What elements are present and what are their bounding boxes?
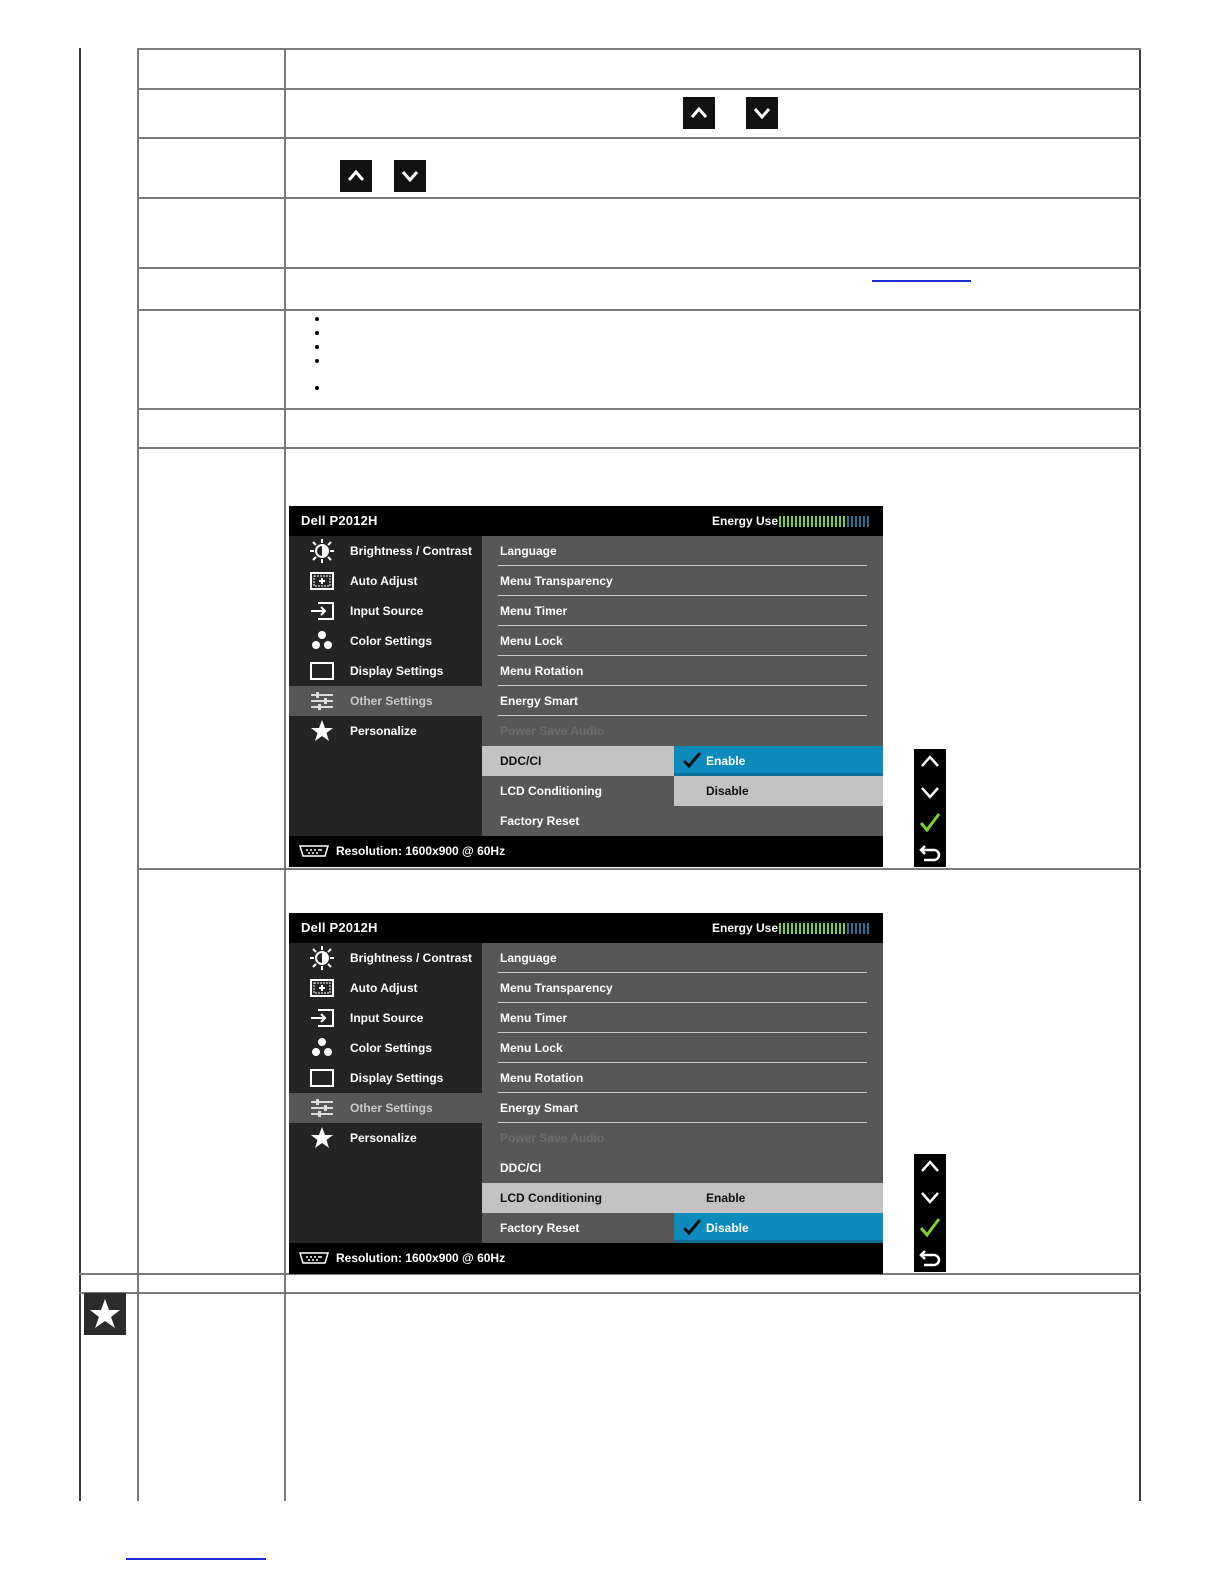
osd-screenshot-lcd-conditioning <box>289 913 883 1274</box>
osd-submenu-item-label: Menu Lock <box>500 634 563 648</box>
osd-option-label: Disable <box>706 1221 749 1235</box>
energy-meter-bar <box>779 516 781 527</box>
osd-submenu-item[interactable] <box>482 1063 883 1093</box>
auto-adjust-icon <box>309 976 335 1000</box>
check-icon <box>919 811 941 833</box>
osd-menu-item[interactable] <box>289 536 482 566</box>
osd-menu-item-label: Personalize <box>350 724 417 738</box>
osd-menu-item[interactable] <box>289 656 482 686</box>
energy-meter-bar <box>783 516 785 527</box>
osd-submenu-item[interactable] <box>482 1033 883 1063</box>
osd-side-button[interactable] <box>914 1182 946 1212</box>
energy-meter-bar <box>803 923 805 934</box>
energy-meter-bar <box>863 516 865 527</box>
energy-meter-bar <box>791 923 793 934</box>
energy-meter-bar <box>843 923 845 934</box>
other-settings-icon <box>309 689 335 713</box>
osd-menu-item-label: Display Settings <box>350 1071 444 1085</box>
energy-meter-bar <box>791 516 793 527</box>
energy-meter-bar <box>859 923 861 934</box>
energy-meter-bar <box>839 516 841 527</box>
osd-submenu-item[interactable] <box>482 536 883 566</box>
energy-meter-bar <box>787 516 789 527</box>
osd-submenu-item[interactable] <box>482 1093 883 1123</box>
list-bullet <box>315 386 319 390</box>
energy-meter-bar <box>795 516 797 527</box>
osd-submenu-item[interactable] <box>482 973 883 1003</box>
col-border-2 <box>284 48 286 1501</box>
osd-side-button[interactable] <box>914 837 946 867</box>
osd-submenu-item-label: DDC/CI <box>500 754 542 768</box>
hyperlink[interactable] <box>872 280 971 282</box>
row-border <box>137 868 1141 870</box>
energy-meter-bar <box>843 516 845 527</box>
osd-status-bar <box>289 836 883 867</box>
display-settings-icon <box>309 1066 335 1090</box>
osd-menu-item[interactable] <box>289 596 482 626</box>
row-border <box>137 48 1141 50</box>
osd-screenshot-ddcci <box>289 506 883 867</box>
energy-meter-bar <box>787 923 789 934</box>
energy-meter-bar <box>855 923 857 934</box>
bottom-hyperlink[interactable] <box>126 1558 266 1560</box>
osd-title-bar <box>289 913 883 943</box>
personalize-star-icon <box>84 1293 126 1335</box>
energy-meter-bar <box>851 923 853 934</box>
osd-menu-item-label: Color Settings <box>350 634 433 648</box>
back-icon <box>919 1246 941 1268</box>
osd-submenu-item[interactable] <box>482 1003 883 1033</box>
outer-left-border <box>79 48 81 1501</box>
osd-submenu-item-label: Power Save Audio <box>500 724 605 738</box>
osd-side-button[interactable] <box>914 1242 946 1272</box>
list-bullet <box>315 317 319 321</box>
row-border <box>137 137 1141 139</box>
osd-menu-item-label: Color Settings <box>350 1041 433 1055</box>
energy-use-label: Energy Use <box>712 514 779 528</box>
osd-submenu-item-label: Language <box>500 544 557 558</box>
osd-option-disable[interactable] <box>674 776 883 806</box>
osd-submenu-item-label: Energy Smart <box>500 694 579 708</box>
energy-meter-bar <box>867 923 869 934</box>
energy-meter-bar <box>831 516 833 527</box>
resolution-text: Resolution: 1600x900 @ 60Hz <box>336 1251 506 1265</box>
osd-menu-item-label: Auto Adjust <box>350 574 418 588</box>
down-arrow-button <box>394 160 426 192</box>
osd-submenu-item-label: LCD Conditioning <box>500 1191 602 1205</box>
osd-submenu-item[interactable] <box>482 1153 883 1183</box>
osd-submenu-item-label: Menu Timer <box>500 604 568 618</box>
osd-menu-item[interactable] <box>289 1093 482 1123</box>
list-bullet <box>315 345 319 349</box>
osd-side-button[interactable] <box>914 747 946 777</box>
osd-menu-item[interactable] <box>289 1063 482 1093</box>
brightness-icon <box>309 539 335 563</box>
osd-button-panel <box>914 749 946 867</box>
osd-main-menu <box>289 943 482 1243</box>
col-border-1 <box>137 48 139 1501</box>
row-border <box>79 1292 1141 1294</box>
osd-menu-item-label: Brightness / Contrast <box>350 951 473 965</box>
osd-side-button[interactable] <box>914 1212 946 1242</box>
osd-menu-item-label: Auto Adjust <box>350 981 418 995</box>
row-border <box>137 408 1141 410</box>
energy-meter-bar <box>819 516 821 527</box>
row-border <box>137 267 1141 269</box>
osd-submenu-item-label: Menu Lock <box>500 1041 563 1055</box>
energy-use-label: Energy Use <box>712 921 779 935</box>
outer-right-border <box>1139 48 1141 1501</box>
osd-option-disable[interactable] <box>674 1213 883 1243</box>
display-settings-icon <box>309 659 335 683</box>
energy-meter-bar <box>847 516 849 527</box>
up-arrow-icon <box>919 1156 941 1178</box>
energy-meter-bar <box>835 923 837 934</box>
up-arrow-icon <box>345 165 367 187</box>
osd-submenu-item[interactable] <box>482 1123 883 1153</box>
osd-menu-item[interactable] <box>289 1003 482 1033</box>
row-border <box>137 88 1141 90</box>
osd-side-button[interactable] <box>914 1152 946 1182</box>
energy-meter-bar <box>779 923 781 934</box>
osd-menu-item-label: Input Source <box>350 604 424 618</box>
osd-menu-item[interactable] <box>289 686 482 716</box>
osd-submenu-item[interactable] <box>482 596 883 626</box>
energy-meter-bar <box>859 516 861 527</box>
energy-meter-bar <box>851 516 853 527</box>
osd-submenu-item-label: Menu Timer <box>500 1011 568 1025</box>
osd-button-panel <box>914 1154 946 1272</box>
energy-meter-bar <box>863 923 865 934</box>
row-border <box>137 447 1141 449</box>
osd-title-bar <box>289 506 883 536</box>
energy-meter-bar <box>799 923 801 934</box>
up-arrow-button <box>683 97 715 129</box>
energy-meter <box>779 923 871 934</box>
row-border <box>137 309 1141 311</box>
vga-connector-icon <box>298 1251 330 1265</box>
energy-meter-bar <box>835 516 837 527</box>
osd-status-bar <box>289 1243 883 1274</box>
row-border <box>137 197 1141 199</box>
personalize-star-icon <box>309 1126 335 1150</box>
up-arrow-button <box>340 160 372 192</box>
energy-meter <box>779 516 871 527</box>
energy-meter-bar <box>807 516 809 527</box>
osd-submenu-item-label: DDC/CI <box>500 1161 542 1175</box>
other-settings-icon <box>309 1096 335 1120</box>
personalize-star-icon <box>309 719 335 743</box>
up-arrow-icon <box>919 751 941 773</box>
down-arrow-button <box>746 97 778 129</box>
osd-submenu-item[interactable] <box>482 686 883 716</box>
osd-submenu-item-label: Energy Smart <box>500 1101 579 1115</box>
osd-menu-item[interactable] <box>289 626 482 656</box>
osd-option-label: Disable <box>706 784 749 798</box>
energy-meter-bar <box>783 923 785 934</box>
color-settings-icon <box>309 629 335 653</box>
energy-meter-bar <box>819 923 821 934</box>
osd-menu-item[interactable] <box>289 716 482 746</box>
osd-side-button[interactable] <box>914 777 946 807</box>
osd-menu-item-label: Display Settings <box>350 664 444 678</box>
energy-meter-bar <box>803 516 805 527</box>
osd-main-menu <box>289 536 482 836</box>
osd-submenu-item-label: Power Save Audio <box>500 1131 605 1145</box>
osd-menu-item-label: Other Settings <box>350 694 433 708</box>
energy-meter-bar <box>827 923 829 934</box>
osd-menu-item[interactable] <box>289 1033 482 1063</box>
energy-meter-bar <box>827 516 829 527</box>
down-arrow-icon <box>919 1186 941 1208</box>
vga-connector-icon <box>298 844 330 858</box>
osd-menu-item-label: Input Source <box>350 1011 424 1025</box>
color-settings-icon <box>309 1036 335 1060</box>
osd-menu-item[interactable] <box>289 943 482 973</box>
osd-submenu-item-label: Menu Rotation <box>500 1071 584 1085</box>
osd-submenu-item-label: Factory Reset <box>500 1221 580 1235</box>
energy-meter-bar <box>823 516 825 527</box>
energy-meter-bar <box>831 923 833 934</box>
down-arrow-icon <box>919 781 941 803</box>
energy-meter-bar <box>815 923 817 934</box>
osd-submenu-item[interactable] <box>482 943 883 973</box>
back-icon <box>919 841 941 863</box>
up-arrow-icon <box>688 102 710 124</box>
check-icon <box>919 1216 941 1238</box>
osd-submenu-item[interactable] <box>482 656 883 686</box>
osd-menu-item-label: Other Settings <box>350 1101 433 1115</box>
osd-submenu-item-label: Menu Rotation <box>500 664 584 678</box>
energy-meter-bar <box>839 923 841 934</box>
osd-model-title: Dell P2012H <box>301 513 378 528</box>
energy-meter-bar <box>799 516 801 527</box>
osd-submenu-item-label: Menu Transparency <box>500 574 613 588</box>
energy-meter-bar <box>815 516 817 527</box>
down-arrow-icon <box>751 102 773 124</box>
energy-meter-bar <box>811 516 813 527</box>
energy-meter-bar <box>867 516 869 527</box>
energy-meter-bar <box>811 923 813 934</box>
osd-model-title: Dell P2012H <box>301 920 378 935</box>
osd-menu-item-label: Brightness / Contrast <box>350 544 473 558</box>
input-source-icon <box>309 599 335 623</box>
osd-option-enable[interactable] <box>674 746 883 776</box>
osd-menu-item[interactable] <box>289 973 482 1003</box>
osd-submenu-item-label: LCD Conditioning <box>500 784 602 798</box>
down-arrow-icon <box>399 165 421 187</box>
osd-submenu-item[interactable] <box>482 566 883 596</box>
list-bullet <box>315 359 319 363</box>
osd-menu-item[interactable] <box>289 1123 482 1153</box>
energy-meter-bar <box>855 516 857 527</box>
list-bullet <box>315 331 319 335</box>
energy-meter-bar <box>795 923 797 934</box>
osd-option-enable[interactable] <box>674 1183 883 1213</box>
osd-submenu-item-label: Factory Reset <box>500 814 580 828</box>
osd-submenu-item-label: Language <box>500 951 557 965</box>
input-source-icon <box>309 1006 335 1030</box>
osd-submenu-item[interactable] <box>482 806 883 836</box>
osd-submenu-item[interactable] <box>482 716 883 746</box>
energy-meter-bar <box>847 923 849 934</box>
osd-option-label: Enable <box>706 1191 746 1205</box>
brightness-icon <box>309 946 335 970</box>
osd-side-button[interactable] <box>914 807 946 837</box>
osd-menu-item[interactable] <box>289 566 482 596</box>
energy-meter-bar <box>823 923 825 934</box>
osd-option-label: Enable <box>706 754 746 768</box>
osd-menu-item-label: Personalize <box>350 1131 417 1145</box>
osd-submenu-item[interactable] <box>482 626 883 656</box>
energy-meter-bar <box>807 923 809 934</box>
auto-adjust-icon <box>309 569 335 593</box>
osd-submenu-item-label: Menu Transparency <box>500 981 613 995</box>
resolution-text: Resolution: 1600x900 @ 60Hz <box>336 844 506 858</box>
